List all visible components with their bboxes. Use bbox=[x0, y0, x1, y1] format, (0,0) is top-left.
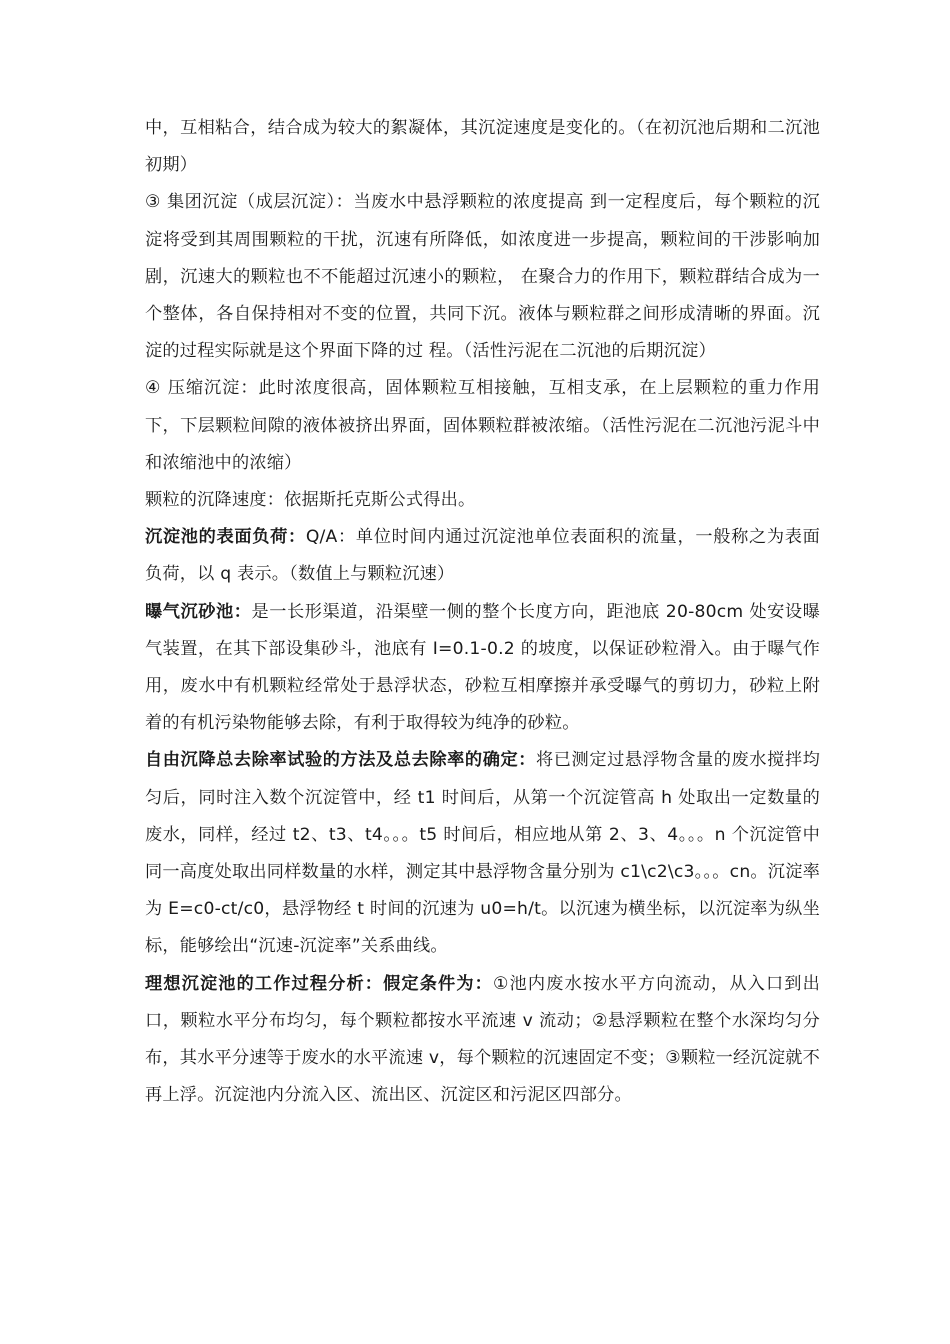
paragraph-aerated-grit-chamber: 曝气沉砂池：是一长形渠道，沿渠壁一侧的整个长度方向，距池底 20-80cm 处安设曝气装置，在其下部设集砂斗，池底有 I=0.1-0.2 的坡度，以保证砂粒滑入。由于曝气作用，废水中有机颗粒经常处于悬浮状态，砂粒互相摩擦并承受曝气的剪切力，砂粒上附着的有机污染物能够去除，有利于取得较为纯净的砂粒。 bbox=[145, 601, 821, 734]
term-surface-loading: 沉淀池的表面负荷： bbox=[145, 527, 306, 548]
term-aerated-grit-chamber: 曝气沉砂池： bbox=[145, 601, 252, 622]
paragraph-removal-rate-test: 自由沉降总去除率试验的方法及总去除率的确定：将已测定过悬浮物含量的废水搅拌均匀后，同时注入数个沉淀管中，经 t1 时间后，从第一个沉淀管高 h 处取出一定数量的废水，同样，经过 t2、t3、t4。。。t5 时间后，相应地从第 2、3、4。。。n 个沉淀管中同一高度处取出同样数量的水样，测定其中悬浮物含量分别为 c1\c2\c3。。。cn。沉淀率为 E=c0-ct/c0，悬浮物经 t 时间的沉速为 u0=h/t。以沉速为横坐标，以沉淀率为纵坐标，能够绘出“沉速-沉淀率”关系曲线。 bbox=[145, 750, 821, 957]
paragraph-ideal-settling-tank: 理想沉淀池的工作过程分析：假定条件为：①池内废水按水平方向流动，从入口到出口，颗粒水平分布均匀，每个颗粒都按水平流速 v 流动；②悬浮颗粒在整个水深均匀分布，其水平分速等于废水的水平流速 v，每个颗粒的沉速固定不变；③颗粒一经沉淀就不再上浮。沉淀池内分流入区、流出区、沉淀区和污泥区四部分。 bbox=[145, 973, 820, 1106]
term-removal-rate-test: 自由沉降总去除率试验的方法及总去除率的确定： bbox=[145, 750, 537, 771]
paragraph-zone-settling: ③ 集团沉淀（成层沉淀）：当废水中悬浮颗粒的浓度提高 到一定程度后，每个颗粒的沉淀将受到其周围颗粒的干扰，沉速有所降低，如浓度进一步提高，颗粒间的干涉影响加剧，沉速大的颗粒也不不能超过沉速小的颗粒， 在聚合力的作用下，颗粒群结合成为一个整体，各自保持相对不变的位置，共同下沉。液体与颗粒群之间形成清晰的界面。沉淀的过程实际就是这个界面下降的过 程。（活性污泥在二沉池的后期沉淀） bbox=[145, 192, 820, 362]
paragraph-settling-velocity: 颗粒的沉降速度：依据斯托克斯公式得出。 bbox=[145, 490, 476, 511]
term-ideal-settling-tank: 理想沉淀池的工作过程分析：假定条件为： bbox=[145, 973, 494, 994]
paragraph-surface-loading: 沉淀池的表面负荷：Q/A：单位时间内通过沉淀池单位表面积的流量，一般称之为表面负荷，以 q 表示。（数值上与颗粒沉速） bbox=[145, 527, 820, 585]
paragraph-compression-settling: ④ 压缩沉淀：此时浓度很高，固体颗粒互相接触，互相支承，在上层颗粒的重力作用下，下层颗粒间隙的液体被挤出界面，固体颗粒群被浓缩。（活性污泥在二沉池污泥斗中和浓缩池中的浓缩） bbox=[145, 378, 820, 473]
paragraph-flocculent-settling-end: 中，互相粘合，结合成为较大的絮凝体，其沉淀速度是变化的。（在初沉池后期和二沉池初期） bbox=[145, 118, 820, 176]
